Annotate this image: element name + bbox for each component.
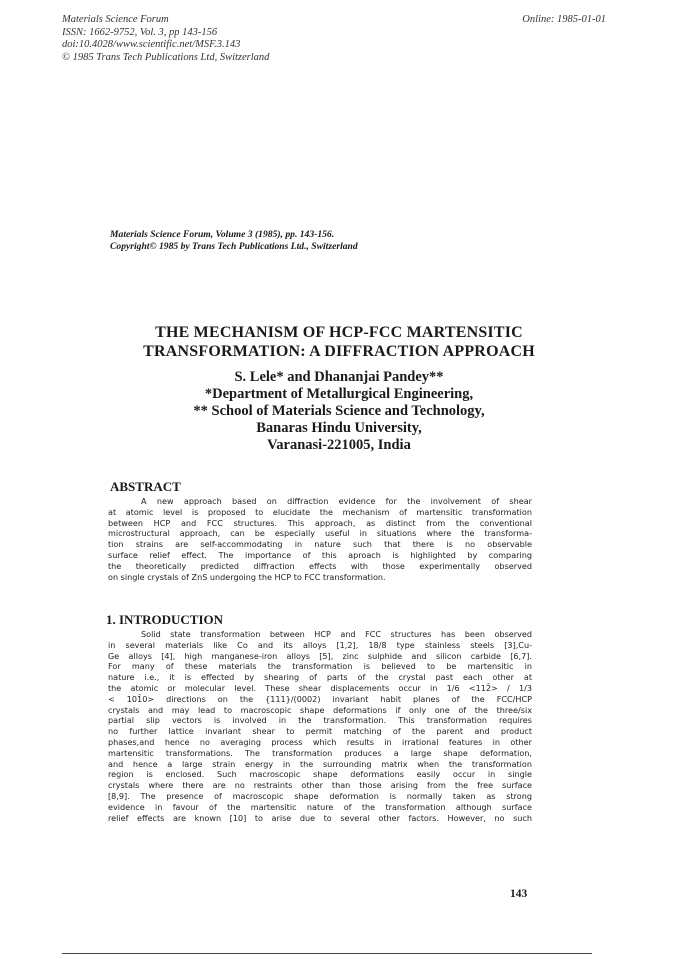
online-date: Online: 1985-01-01 [522, 14, 606, 25]
journal-citation: Materials Science Forum, Volume 3 (1985), pp. 143-156. [110, 229, 335, 240]
intro-line: martensitic transformations. The transformation produces a large shape deformation, [108, 747, 532, 758]
intro-line: phases,and hence no averaging process which results in irrational features in other [108, 736, 532, 747]
intro-line: the atomic or molecular level. These shear displacements occur in 1/6 <112̄> / 1/3 [108, 682, 532, 693]
journal-reference [110, 229, 358, 253]
journal-name: Materials Science Forum [62, 14, 169, 25]
intro-line: [8,9]. The presence of macroscopic shape deformation is normally taken as strong [108, 790, 532, 801]
intro-line: and hence a large strain energy in the surrounding matrix when the transformation [108, 758, 532, 769]
affiliation-2: ** School of Materials Science and Technology, [193, 403, 485, 419]
intro-line: Solid state transformation between HCP and FCC structures has been observed [141, 629, 532, 639]
intro-line: region is enclosed. Such macroscopic shape deformations easily occur in single [108, 769, 532, 780]
title-line-2: TRANSFORMATION: A DIFFRACTION APPROACH [143, 343, 535, 360]
intro-line: no further lattice invariant shear to permit matching of the parent and product [108, 726, 532, 737]
intro-line: < 101̄0> directions on the {111}/(0002) invariant habit planes of the FCC/HCP [108, 693, 532, 704]
intro-line: relief effects are known [10] to arise due to several other factors. However, no such [108, 812, 532, 823]
author-names: S. Lele* and Dhananjai Pandey** [234, 369, 444, 385]
intro-line: crystals and may lead to macroscopic shape deformations if only one of the three/six [108, 704, 532, 715]
abstract-line: at atomic level is proposed to elucidate the mechanism of martensitic transformation [108, 506, 532, 517]
copyright-line: © 1985 Trans Tech Publications Ltd, Switzerland [62, 51, 270, 63]
affiliation-3: Banaras Hindu University, [256, 420, 422, 436]
abstract-line: microstructural approach, can be especially useful in situations where the transforma- [108, 528, 532, 539]
paper-title [0, 323, 678, 361]
doi-line[interactable]: doi:10.4028/www.scientific.net/MSF.3.143 [62, 39, 241, 50]
abstract-line: surface relief effect. The importance of this aproach is highlighted by comparing [108, 549, 532, 560]
intro-line: nature i.e., it is effected by shearing of parts of the crystal past each other at [108, 672, 532, 683]
abstract-body [108, 496, 532, 582]
issn-line: ISSN: 1662-9752, Vol. 3, pp 143-156 [62, 26, 218, 38]
abstract-line: the theoretically predicted diffraction effects with those experimentally observed [108, 560, 532, 571]
introduction-heading: 1. INTRODUCTION [106, 612, 224, 627]
intro-line: crystals where there are no restraints other than those arising from the free surface [108, 780, 532, 791]
intro-line: For many of these materials the transformation is believed to be martensitic in [108, 661, 532, 672]
abstract-line: tion strains are self-accommodating in nature such that there is no observable [108, 539, 532, 550]
affiliation-4: Varanasi-221005, India [267, 437, 411, 453]
abstract-line: between HCP and FCC structures. This approach, as distinct from the conventional [108, 517, 532, 528]
intro-line: in several materials like Co and its alloys [1,2], 18/8 type stainless steels [3],Cu- [108, 639, 532, 650]
intro-line: partial slip vectors is involved in the transformation. This transformation requires [108, 715, 532, 726]
journal-copyright: Copyright© 1985 by Trans Tech Publications Ltd., Switzerland [110, 241, 358, 252]
affiliation-1: *Department of Metallurgical Engineering, [204, 386, 474, 402]
intro-line: evidence in favour of the martensitic nature of the transformation although surface [108, 801, 532, 812]
author-block [0, 369, 678, 454]
abstract-line: A new approach based on diffraction evidence for the involvement of shear [141, 496, 532, 506]
abstract-line: on single crystals of ZnS undergoing the HCP to FCC transformation. [108, 571, 386, 582]
intro-line: Ge alloys [4], high manganese-iron alloys [5], zinc sulphide and silicon carbide [6,7]. [108, 650, 532, 661]
introduction-body [108, 629, 532, 823]
title-line-1: THE MECHANISM OF HCP-FCC MARTENSITIC [155, 324, 523, 341]
publication-metadata [62, 14, 269, 64]
footer-divider [62, 953, 592, 954]
page-number: 143 [510, 888, 528, 900]
abstract-heading: ABSTRACT [110, 479, 181, 494]
